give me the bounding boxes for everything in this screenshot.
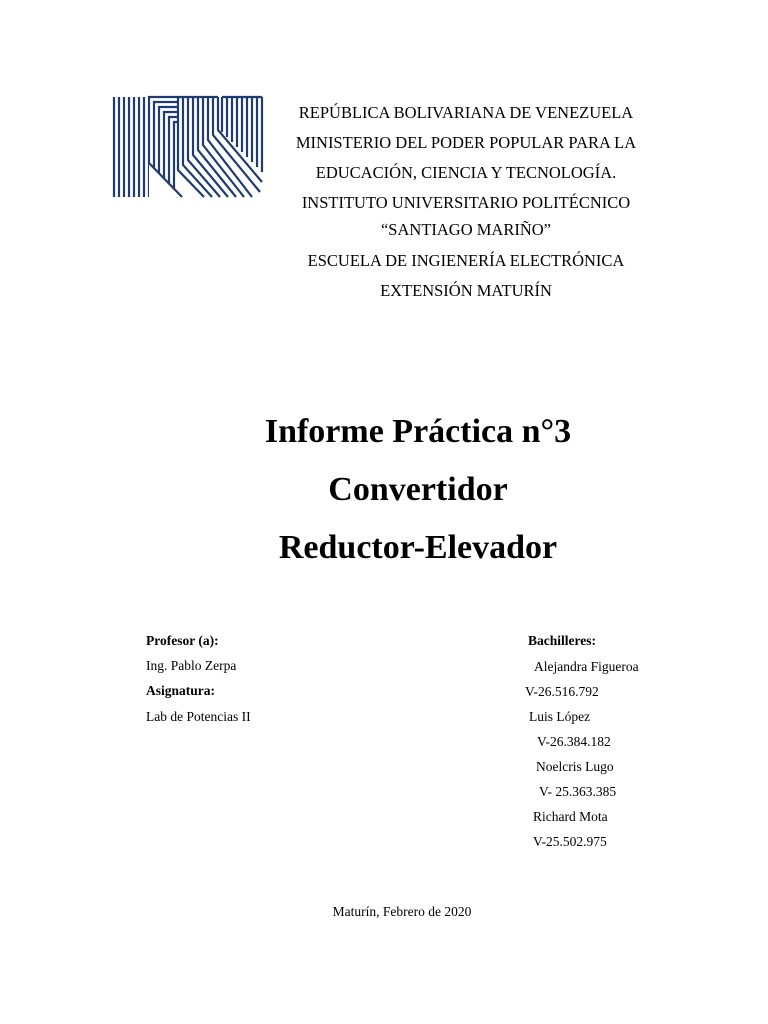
header-line-1: REPÚBLICA BOLIVARIANA DE VENEZUELA [298,103,634,122]
header-line-7: EXTENSIÓN MATURÍN [380,281,552,300]
asignatura-name: Lab de Potencias II [146,709,251,724]
header-line-4: INSTITUTO UNIVERSITARIO POLITÉCNICO [301,193,631,212]
bachilleres-label: Bachilleres: [528,633,596,648]
profesor-name: Ing. Pablo Zerpa [146,658,237,673]
student-4-name: Richard Mota [533,809,608,824]
header-line-2: MINISTERIO DEL PODER POPULAR PARA LA [295,133,637,152]
student-4-id: V-25.502.975 [533,834,607,849]
title-line-3: Reductor-Elevador [278,529,558,566]
asignatura-label: Asignatura: [146,683,216,698]
profesor-label: Profesor (a): [146,633,219,648]
place-date: Maturín, Febrero de 2020 [332,904,472,919]
student-3-id: V- 25.363.385 [539,784,617,799]
student-1-name: Alejandra Figueroa [534,659,639,674]
header-line-6: ESCUELA DE INGIENERÍA ELECTRÓNICA [307,251,625,270]
student-2-id: V-26.384.182 [537,734,611,749]
header-line-3: EDUCACIÓN, CIENCIA Y TECNOLOGÍA. [315,163,617,182]
header-line-5: “SANTIAGO MARIÑO” [380,220,552,239]
title-line-1: Informe Práctica n°3 [264,413,572,450]
student-1-id: V-26.516.792 [525,684,599,699]
student-3-name: Noelcris Lugo [536,759,614,774]
student-2-name: Luis López [529,709,591,724]
title-line-2: Convertidor [328,471,508,508]
